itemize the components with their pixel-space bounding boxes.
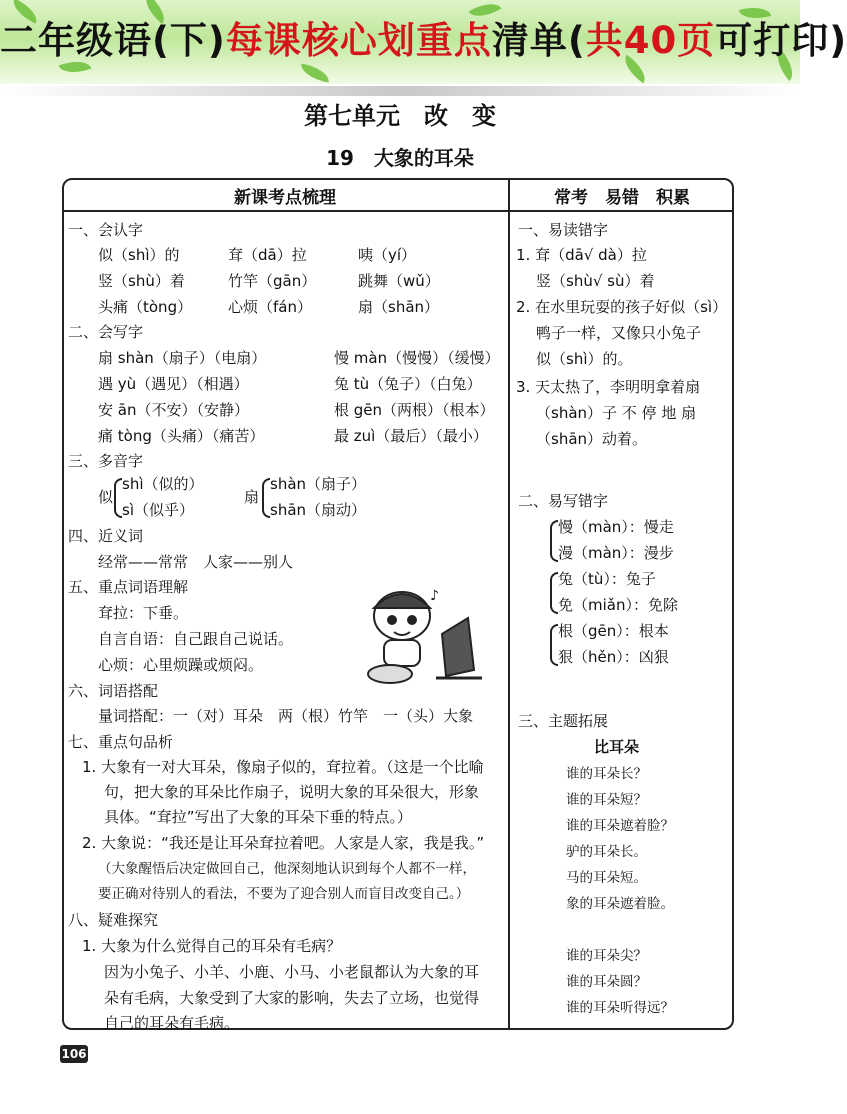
word-meaning: 自言自语：自己跟自己说话。 (98, 630, 294, 648)
brace (550, 520, 558, 562)
error-item: 1. 耷（dā√ dà）拉 (516, 246, 647, 264)
char-item: 头痛（tòng） (98, 298, 193, 316)
confusable-item: 慢（màn）：慢走 (558, 518, 674, 536)
polyphone-reading: shān（扇动） (270, 501, 367, 519)
char-item: 似（shì）的 (98, 246, 180, 264)
confusable-item: 漫（màn）：漫步 (558, 544, 674, 562)
section-heading: 七、重点句品析 (68, 733, 174, 751)
section-heading: 三、主题拓展 (518, 712, 609, 730)
section-heading: 一、易读错字 (518, 221, 609, 239)
poem-line: 驴的耳朵长。 (566, 844, 647, 860)
cartoon-illustration (350, 578, 500, 688)
answer-text: 自己的耳朵有毛病。 (104, 1014, 240, 1032)
header-divider (62, 210, 734, 212)
section-heading: 一、会认字 (68, 221, 144, 239)
poem-line: 马的耳朵短。 (566, 870, 647, 886)
poem-line: 谁的耳朵尖？ (566, 948, 647, 964)
question-text: 1. 大象为什么觉得自己的耳朵有毛病？ (82, 937, 342, 955)
poem-line: 象的耳朵遮着脸。 (566, 896, 674, 912)
answer-text: 朵有毛病，大象受到了大家的影响，失去了立场，也觉得 (104, 989, 480, 1007)
poem-line: 谁的耳朵遮着脸？ (566, 818, 674, 834)
char-item: 咦（yí） (358, 246, 417, 264)
polyphone-char: 扇 (244, 488, 260, 506)
section-heading: 二、易写错字 (518, 492, 609, 510)
char-item: 扇（shān） (358, 298, 440, 316)
write-item: 根 gēn（两根）（根本） (334, 401, 495, 419)
confusable-item: 狠（hěn）：凶狠 (558, 648, 669, 666)
answer-text: 因为小兔子、小羊、小鹿、小马、小老鼠都认为大象的耳 (104, 963, 480, 981)
write-item: 扇 shàn（扇子）（电扇） (98, 349, 267, 367)
word-meaning: 心烦：心里烦躁或烦闷。 (98, 656, 264, 674)
right-column-heading: 常考 易错 积累 (554, 188, 690, 208)
error-item: 鸭子一样，又像只小兔子 (536, 324, 702, 342)
analysis-text: 句，把大象的耳朵比作扇子，说明大象的耳朵很大，形象 (104, 783, 480, 801)
collocation: 量词搭配：一（对）耳朵 两（根）竹竿 一（头）大象 (98, 707, 474, 725)
poem-line: 谁的耳朵短？ (566, 792, 647, 808)
error-item: （shàn）子 不 停 地 扇 (536, 404, 697, 422)
synonyms: 经常——常常 人家——别人 (98, 553, 294, 571)
poem-title: 比耳朵 (594, 738, 640, 756)
section-heading: 六、词语搭配 (68, 682, 159, 700)
header-banner (0, 0, 847, 84)
char-item: 跳舞（wǔ） (358, 272, 440, 290)
analysis-text: 要正确对待别人的看法，不要为了迎合别人而盲目改变自己。） (98, 886, 470, 902)
brace (550, 572, 558, 614)
write-item: 遇 yù（遇见）（相遇） (98, 375, 249, 393)
column-divider (508, 178, 510, 1030)
section-heading: 四、近义词 (68, 527, 144, 545)
polyphone-reading: shì（似的） (122, 475, 204, 493)
error-item: 3. 天太热了，李明明拿着扇 (516, 378, 701, 396)
char-item: 竹竿（gān） (228, 272, 317, 290)
error-item: （shān）动着。 (536, 430, 648, 448)
brace (550, 624, 558, 666)
unit-title: 第七单元 改 变 (304, 102, 496, 130)
section-heading: 五、重点词语理解 (68, 578, 189, 596)
write-item: 最 zuì（最后）（最小） (334, 427, 488, 445)
divider (0, 86, 800, 96)
svg-text:♪: ♪ (430, 588, 439, 604)
analysis-text: （大象醒悟后决定做回自己，他深刻地认识到每个人都不一样， (98, 861, 476, 877)
word-meaning: 耷拉：下垂。 (98, 604, 189, 622)
error-item: 2. 在水里玩耍的孩子好似（sì） (516, 298, 728, 316)
brace (114, 478, 122, 518)
poem-line: 谁的耳朵长？ (566, 766, 647, 782)
section-heading: 二、会写字 (68, 323, 144, 341)
analysis-text: 具体。“耷拉”写出了大象的耳朵下垂的特点。） (104, 808, 413, 826)
char-item: 耷（dā）拉 (228, 246, 307, 264)
write-item: 痛 tòng（头痛）（痛苦） (98, 427, 265, 445)
error-item: 似（shì）的。 (536, 350, 633, 368)
brace (262, 478, 270, 518)
char-item: 心烦（fán） (228, 298, 312, 316)
poem-line: 谁的耳朵听得远？ (566, 1000, 674, 1016)
polyphone-reading: shàn（扇子） (270, 475, 367, 493)
section-heading: 三、多音字 (68, 452, 144, 470)
banner-title: 二年级语(下)每课核心划重点清单(共40页可打印) (0, 19, 847, 62)
polyphone-char: 似 (98, 488, 114, 506)
section-heading: 八、疑难探究 (68, 911, 159, 929)
lesson-title: 19 大象的耳朵 (326, 146, 474, 170)
polyphone-reading: sì（似乎） (122, 501, 194, 519)
write-item: 慢 màn（慢慢）（缓慢） (334, 349, 500, 367)
write-item: 兔 tù（兔子）（白兔） (334, 375, 482, 393)
confusable-item: 免（miǎn）：免除 (558, 596, 678, 614)
error-item: 竖（shù√ sù）着 (536, 272, 655, 290)
confusable-item: 根（gēn）：根本 (558, 622, 669, 640)
page-number: 106 (61, 1047, 87, 1061)
analysis-text: 2. 大象说：“我还是让耳朵耷拉着吧。人家是人家，我是我。” (82, 834, 485, 852)
write-item: 安 ān（不安）（安静） (98, 401, 249, 419)
analysis-text: 1. 大象有一对大耳朵，像扇子似的，耷拉着。（这是一个比喻 (82, 758, 484, 776)
poem-line: 谁的耳朵圆？ (566, 974, 647, 990)
left-column-heading: 新课考点梳理 (234, 188, 336, 208)
char-item: 竖（shù）着 (98, 272, 185, 290)
confusable-item: 兔（tù）：兔子 (558, 570, 656, 588)
